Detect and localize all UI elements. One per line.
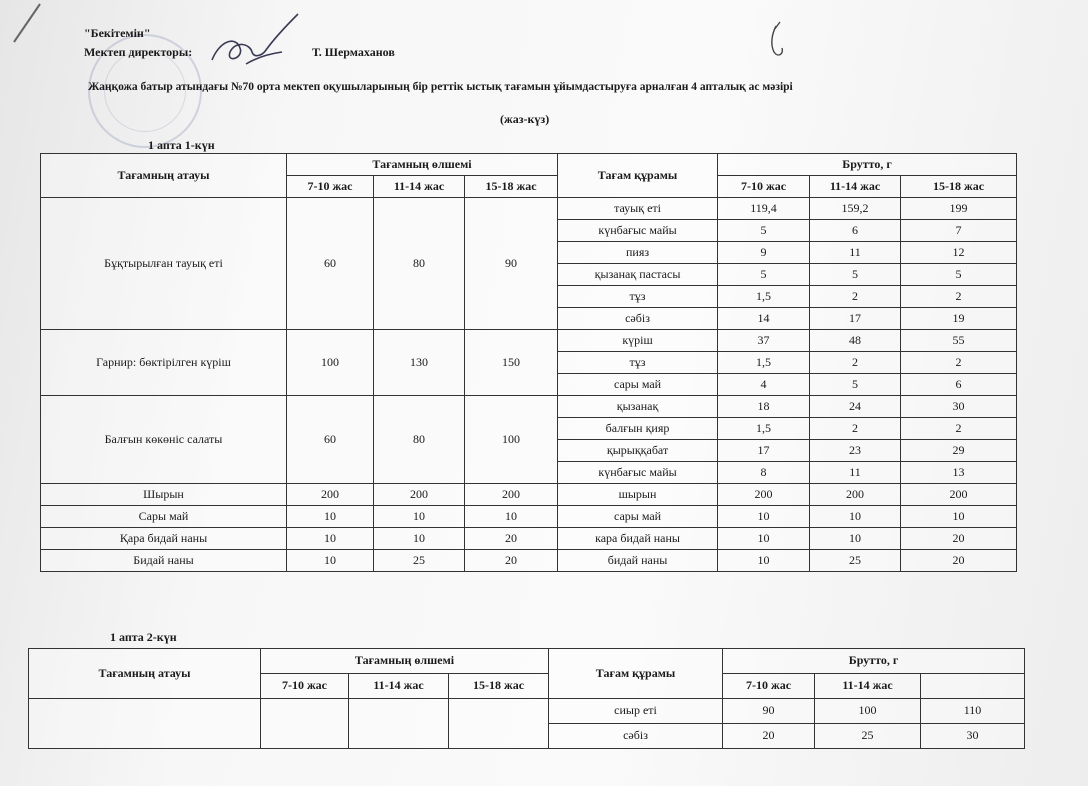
portion-cell [261,699,349,749]
portion-cell: 10 [374,528,465,550]
brutto-cell: 5 [718,220,810,242]
document-title: Жаңқожа батыр атындағы №70 орта мектеп оқушыларының бір реттік ыстық тағамын ұйымдастыруға арналған 4 апталық ас мәзірі [88,81,793,93]
brutto-cell: 11 [810,242,901,264]
brutto-cell: 20 [901,528,1017,550]
ingredient-cell: бидай наны [558,550,718,572]
portion-cell: 10 [287,528,374,550]
brutto-age-7-10: 7-10 жас [723,674,815,699]
brutto-cell: 200 [901,484,1017,506]
brutto-cell: 19 [901,308,1017,330]
ingredient-cell: тұз [558,352,718,374]
brutto-cell: 2 [810,352,901,374]
portion-cell [349,699,449,749]
brutto-cell: 10 [810,528,901,550]
ingredient-cell: сәбіз [558,308,718,330]
brutto-cell: 1,5 [718,418,810,440]
brutto-header: Брутто, г [718,154,1017,176]
brutto-age-11-14: 11-14 жас [815,674,921,699]
brutto-cell: 10 [718,506,810,528]
brutto-cell: 159,2 [810,198,901,220]
day1-menu-body [41,198,1017,572]
ingredient-cell: қырыққабат [558,440,718,462]
portion-cell: 100 [465,396,558,484]
day2-label: 1 апта 2-күн [110,630,177,644]
dish-name-cell: Гарнир: бөктірілген күріш [41,330,287,396]
approve-label: "Бекітемін" [84,26,151,40]
portion-cell: 130 [374,330,465,396]
brutto-cell: 1,5 [718,352,810,374]
brutto-cell: 30 [901,396,1017,418]
portion-cell: 20 [465,550,558,572]
brutto-cell: 6 [901,374,1017,396]
table-row [41,550,1017,572]
table-row [41,506,1017,528]
brutto-cell: 200 [810,484,901,506]
table-row [41,528,1017,550]
ingredient-cell: сәбіз [549,724,723,749]
brutto-cell: 25 [810,550,901,572]
portion-cell: 10 [465,506,558,528]
brutto-cell: 13 [901,462,1017,484]
dish-name-cell: Сары май [41,506,287,528]
ingredient-cell: қызанақ [558,396,718,418]
portion-cell: 100 [287,330,374,396]
brutto-cell: 24 [810,396,901,418]
brutto-cell: 55 [901,330,1017,352]
dish-name-header: Тағамның атауы [41,154,287,198]
dish-name-cell: Балғын көкөніс салаты [41,396,287,484]
ingredient-cell: күріш [558,330,718,352]
ingredient-cell: пияз [558,242,718,264]
portion-cell: 10 [287,506,374,528]
composition-header: Тағам құрамы [549,649,723,699]
dish-name-cell: Бұқтырылған тауық еті [41,198,287,330]
brutto-cell: 8 [718,462,810,484]
pen-stroke-mark [14,4,40,42]
brutto-cell: 2 [810,418,901,440]
brutto-age-11-14: 11-14 жас [810,176,901,198]
brutto-cell: 2 [901,418,1017,440]
brutto-cell: 199 [901,198,1017,220]
portion-cell: 150 [465,330,558,396]
ingredient-cell: күнбағыс майы [558,220,718,242]
ingredient-cell: сары май [558,374,718,396]
brutto-cell: 10 [718,550,810,572]
portion-cell: 90 [465,198,558,330]
composition-header: Тағам құрамы [558,154,718,198]
portion-cell: 80 [374,198,465,330]
table-row [41,484,1017,506]
ingredient-cell: балғын қияр [558,418,718,440]
table-row [29,699,1025,724]
brutto-cell: 48 [810,330,901,352]
brutto-cell: 2 [810,286,901,308]
brutto-cell: 20 [723,724,815,749]
portion-cell: 200 [465,484,558,506]
ingredient-cell: шырын [558,484,718,506]
brutto-cell: 29 [901,440,1017,462]
director-name: Т. Шермаханов [312,45,395,59]
brutto-cell: 5 [810,374,901,396]
brutto-cell: 100 [815,699,921,724]
table-row [41,330,1017,352]
brutto-cell: 110 [921,699,1025,724]
brutto-cell: 200 [718,484,810,506]
check-mark [772,22,783,55]
portion-age-7-10: 7-10 жас [261,674,349,699]
brutto-header: Брутто, г [723,649,1025,674]
brutto-cell: 11 [810,462,901,484]
dish-name-header: Тағамның атауы [29,649,261,699]
portion-header: Тағамның өлшемі [261,649,549,674]
ingredient-cell: сары май [558,506,718,528]
director-label: Мектеп директоры: [84,45,193,59]
brutto-cell: 7 [901,220,1017,242]
table-row [41,198,1017,220]
day2-menu-table [28,648,1025,749]
ingredient-cell: тұз [558,286,718,308]
brutto-cell: 12 [901,242,1017,264]
brutto-age-15-18 [921,674,1025,699]
brutto-cell: 4 [718,374,810,396]
portion-cell: 60 [287,198,374,330]
dish-name-cell: Шырын [41,484,287,506]
portion-age-11-14: 11-14 жас [349,674,449,699]
brutto-age-7-10: 7-10 жас [718,176,810,198]
brutto-age-15-18: 15-18 жас [901,176,1017,198]
brutto-cell: 14 [718,308,810,330]
portion-cell: 10 [374,506,465,528]
dish-name-cell: Қара бидай наны [41,528,287,550]
portion-cell: 10 [287,550,374,572]
table-row [41,396,1017,418]
dish-name-cell [29,699,261,749]
brutto-cell: 37 [718,330,810,352]
portion-age-7-10: 7-10 жас [287,176,374,198]
brutto-cell: 1,5 [718,286,810,308]
portion-cell: 200 [374,484,465,506]
brutto-cell: 30 [921,724,1025,749]
portion-cell: 200 [287,484,374,506]
brutto-cell: 5 [810,264,901,286]
brutto-cell: 10 [901,506,1017,528]
brutto-cell: 6 [810,220,901,242]
brutto-cell: 5 [718,264,810,286]
brutto-cell: 25 [815,724,921,749]
brutto-cell: 2 [901,286,1017,308]
brutto-cell: 17 [810,308,901,330]
brutto-cell: 119,4 [718,198,810,220]
portion-header: Тағамның өлшемі [287,154,558,176]
portion-age-15-18: 15-18 жас [465,176,558,198]
brutto-cell: 2 [901,352,1017,374]
brutto-cell: 9 [718,242,810,264]
season-label: (жаз-күз) [500,112,550,126]
ingredient-cell: тауық еті [558,198,718,220]
brutto-cell: 20 [901,550,1017,572]
portion-cell [449,699,549,749]
brutto-cell: 10 [718,528,810,550]
portion-age-11-14: 11-14 жас [374,176,465,198]
day1-menu-table [40,153,1017,572]
portion-cell: 20 [465,528,558,550]
day2-menu-body [29,699,1025,749]
ingredient-cell: күнбағыс майы [558,462,718,484]
portion-cell: 60 [287,396,374,484]
brutto-cell: 23 [810,440,901,462]
portion-cell: 80 [374,396,465,484]
dish-name-cell: Бидай наны [41,550,287,572]
brutto-cell: 5 [901,264,1017,286]
ingredient-cell: қызанақ пастасы [558,264,718,286]
portion-age-15-18: 15-18 жас [449,674,549,699]
day1-label: 1 апта 1-күн [148,138,215,152]
ingredient-cell: кара бидай наны [558,528,718,550]
ingredient-cell: сиыр еті [549,699,723,724]
portion-cell: 25 [374,550,465,572]
brutto-cell: 10 [810,506,901,528]
brutto-cell: 90 [723,699,815,724]
brutto-cell: 17 [718,440,810,462]
director-signature [212,14,298,64]
brutto-cell: 18 [718,396,810,418]
